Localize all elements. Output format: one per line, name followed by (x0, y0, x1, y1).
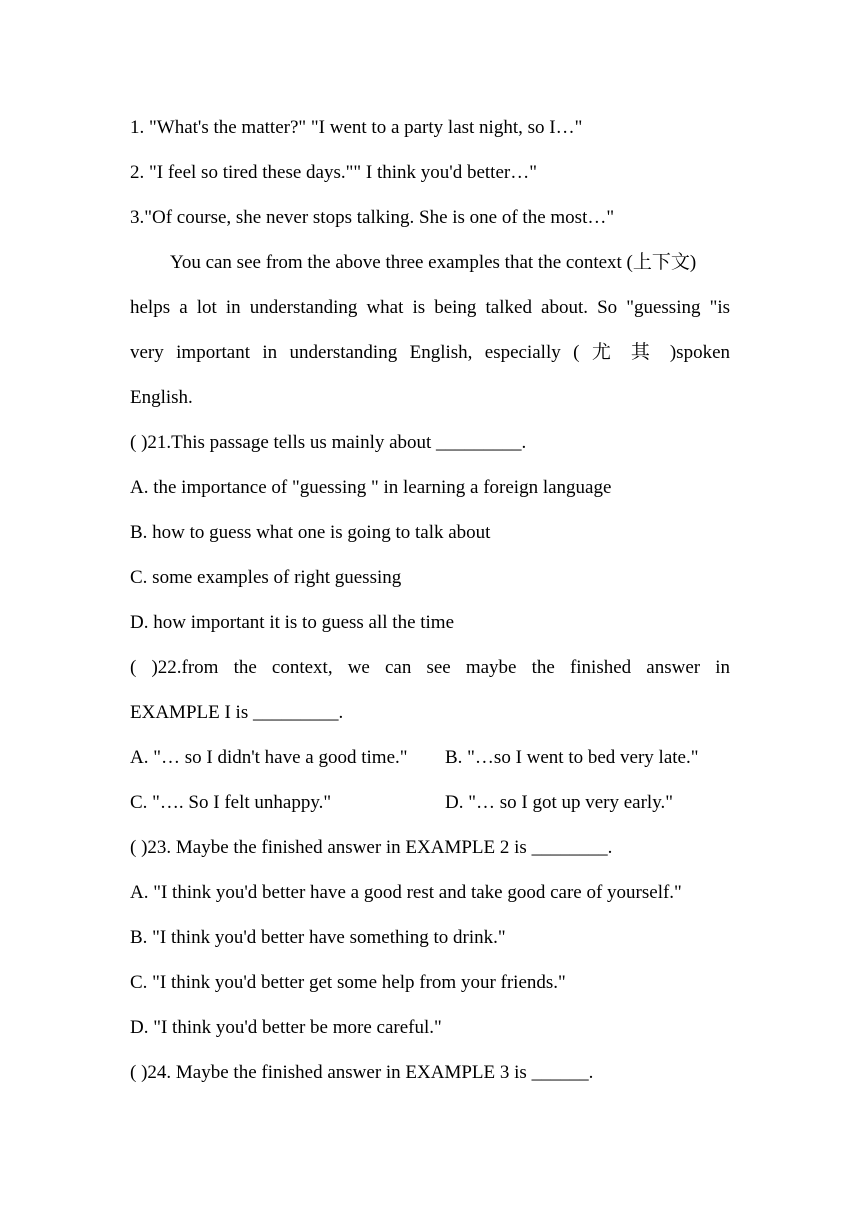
paragraph-line-2: helps a lot in understanding what is being talked about. So "guessing "is (130, 297, 730, 318)
question-22-stem-line-1: ( )22.from the context, we can see maybe the finished answer in (130, 657, 730, 678)
question-22-options-row-2 (130, 791, 730, 815)
example-2: 2. "I feel so tired these days."" I think you'd better…" (130, 162, 537, 183)
question-21-option-d: D. how important it is to guess all the time (130, 612, 455, 633)
question-21-option-b: B. how to guess what one is going to talk about (130, 522, 491, 543)
question-22-option-c: C. "…. So I felt unhappy." (130, 792, 332, 813)
example-3: 3."Of course, she never stops talking. She is one of the most…" (130, 207, 615, 228)
question-21-option-c: C. some examples of right guessing (130, 567, 402, 588)
paragraph-line-4: English. (130, 387, 193, 408)
question-24-stem: ( )24. Maybe the finished answer in EXAMPLE 3 is ______. (130, 1062, 594, 1083)
example-1: 1. "What's the matter?" "I went to a party last night, so I…" (130, 117, 583, 138)
question-23-option-b: B. "I think you'd better have something to drink." (130, 927, 506, 948)
question-22-option-a: A. "… so I didn't have a good time." (130, 747, 408, 768)
paragraph-line-3: very important in understanding English, especially ( 尤 其 )spoken (130, 342, 730, 363)
question-23-option-a: A. "I think you'd better have a good rest and take good care of yourself." (130, 882, 682, 903)
question-22-option-d: D. "… so I got up very early." (445, 792, 673, 813)
paragraph-line-1: You can see from the above three examples that the context (上下文) (170, 252, 697, 273)
question-21-option-a: A. the importance of "guessing " in learning a foreign language (130, 477, 612, 498)
question-22-options-row-1 (130, 746, 730, 770)
question-22-option-b: B. "…so I went to bed very late." (445, 747, 699, 768)
question-23-option-d: D. "I think you'd better be more careful." (130, 1017, 442, 1038)
question-23-option-c: C. "I think you'd better get some help from your friends." (130, 972, 566, 993)
question-23-stem: ( )23. Maybe the finished answer in EXAMPLE 2 is ________. (130, 837, 613, 858)
question-21-stem: ( )21.This passage tells us mainly about _________. (130, 432, 527, 453)
question-22-stem-line-2: EXAMPLE I is _________. (130, 702, 344, 723)
